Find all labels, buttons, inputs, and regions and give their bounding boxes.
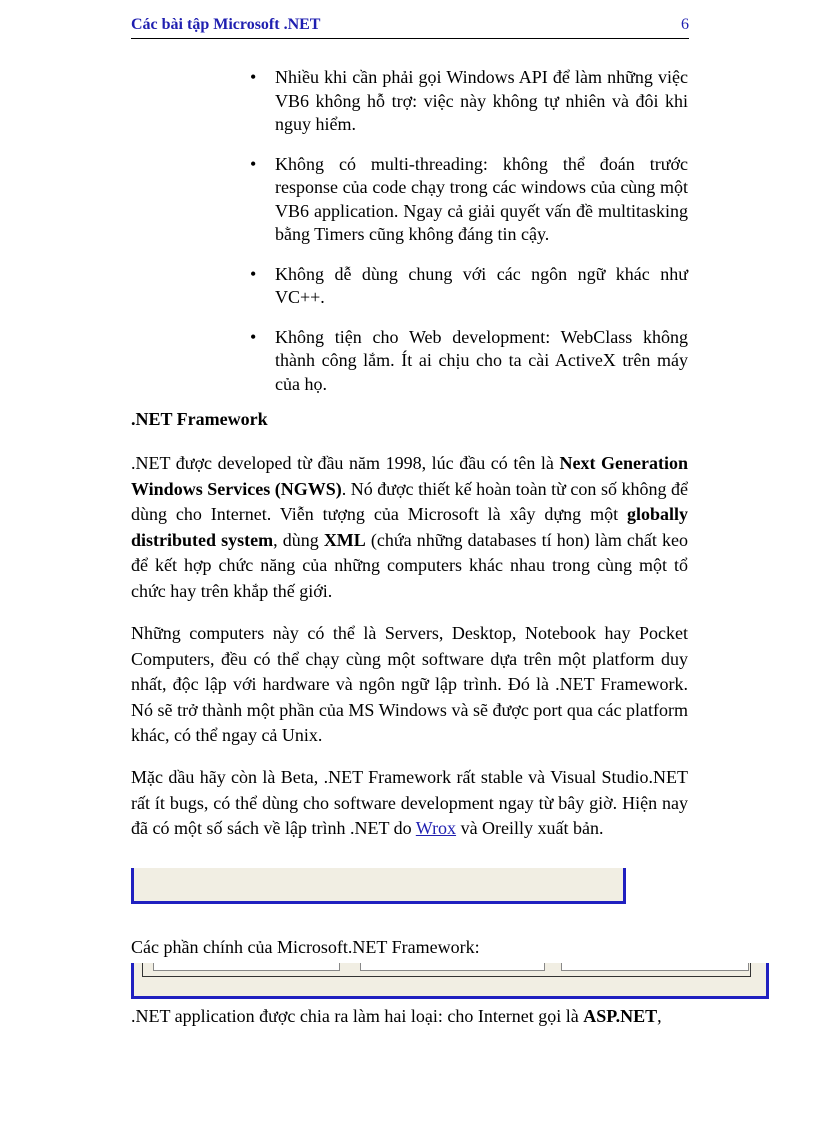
list-item: • Nhiều khi cần phải gọi Windows API để làm những việc VB6 không hỗ trợ: việc này không tự nhiên và đôi khi nguy hiểm. [250,67,688,134]
section-heading: .NET Framework [131,409,268,429]
bullet-icon: • [250,67,257,87]
bullet-icon: • [250,153,257,174]
list-item: • Không dễ dùng chung với các ngôn ngữ khác như VC++. [250,263,688,307]
paragraph-beta: Mặc dầu hãy còn là Beta, .NET Framework rất stable và Visual Studio.NET rất ít bugs, có thể dùng cho software development ngay từ bây giờ. Hiện nay đã có một số sách về lập trình .NET do Wrox và Oreilly xuất bản. [131,767,688,838]
diagram-box [561,963,749,971]
page-header [131,14,689,39]
figure-placeholder [131,868,626,904]
bullet-list [248,66,688,412]
figure-caption: Các phần chính của Microsoft.NET Framework: [131,937,480,957]
diagram-frame [142,963,751,977]
diagram-box [153,963,340,971]
header-title: Các bài tập Microsoft .NET [131,16,321,33]
page-number: 6 [681,16,689,33]
list-item: • Không có multi-threading: không thể đoán trước response của code chạy trong các windows của cùng một VB6 application. Ngay cả giải quyết vấn đề multitasking bằng Timers cũng không đáng tin cậy. [250,153,688,244]
wrox-link[interactable]: Wrox [415,818,457,838]
diagram-box [360,963,545,971]
paragraph-intro: .NET được developed từ đầu năm 1998, lúc đầu có tên là Next Generation Windows Services (NGWS). Nó được thiết kế hoàn toàn từ con số không để dùng cho Internet. Viễn tượng của Microsoft là xây dựng một globally distributed system, dùng XML (chứa những databases tí hon) làm chất keo để kết hợp chức năng của những computers khác nhau trong cùng một tổ chức hay trên khắp thế giới. [131,453,688,601]
list-item: • Không tiện cho Web development: WebClass không thành công lắm. Ít ai chịu cho ta cài ActiveX trên máy của họ. [250,326,688,394]
paragraph-application: .NET application được chia ra làm hai loại: cho Internet gọi là ASP.NET, [131,1006,662,1026]
bullet-icon: • [250,326,257,347]
bullet-icon: • [250,263,257,284]
paragraph-computers: Những computers này có thể là Servers, Desktop, Notebook hay Pocket Computers, đều có thể chạy cùng một software dựa trên một platform duy nhất, độc lập với hardware và ngôn ngữ lập trình. Đó là .NET Framework. Nó sẽ trở thành một phần của MS Windows và sẽ được port qua các platform khác, có thể ngay cả Unix. [131,623,688,745]
framework-diagram [131,963,769,999]
